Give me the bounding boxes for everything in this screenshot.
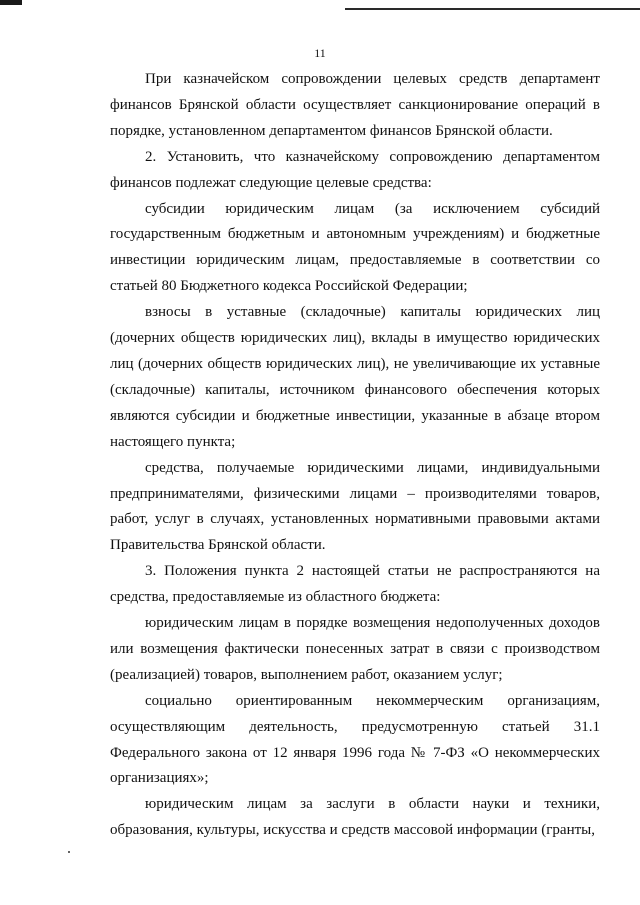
paragraph-funds-received: средства, получаемые юридическими лицами, индивидуальными предпринимателями, физическими лицами – производителями товаров, работ, услуг в случаях, установленных нормативными правовыми актами Правительства Брянской области. xyxy=(110,459,600,554)
paragraph-capital-contributions: взносы в уставные (складочные) капиталы юридических лиц (дочерних обществ юридических лиц), вклады в имущество юридических лиц (дочерних обществ юридических лиц), не увеличивающие их уставные (складочные) капиталы, источником финансового обеспечения которых являются субсидии и бюджетные инвестиции, указанные в абзаце втором настоящего пункта; xyxy=(110,304,600,450)
document-body xyxy=(110,67,600,844)
paragraph-grants: юридическим лицам за заслуги в области науки и техники, образования, культуры, искусства и средств массовой информации (гранты, xyxy=(110,796,600,839)
paragraph-subsidies: субсидии юридическим лицам (за исключением субсидий государственным бюджетным и автономным учреждениям) и бюджетные инвестиции юридическим лицам, предоставляемые в соответствии со статьей 80 Бюджетного кодекса Российской Федерации; xyxy=(110,200,600,295)
paragraph-nonprofits: социально ориентированным некоммерческим организациям, осуществляющим деятельность, предусмотренную статьей 31.1 Федерального закона от 12 января 1996 года № 7-ФЗ «О некоммерческих организациях»; xyxy=(110,692,600,787)
header-rule xyxy=(345,8,640,10)
paragraph-clause-2: 2. Установить, что казначейскому сопровождению департаментом финансов подлежат следующие целевые средства: xyxy=(110,148,600,191)
scan-edge-mark xyxy=(0,0,22,5)
paragraph-clause-3: 3. Положения пункта 2 настоящей статьи не распространяются на средства, предоставляемые из областного бюджета: xyxy=(110,563,600,606)
scan-speck xyxy=(68,851,70,853)
paragraph-treasury-authorization: При казначейском сопровождении целевых средств департамент финансов Брянской области осуществляет санкционирование операций в порядке, установленном департаментом финансов Брянской области. xyxy=(110,71,600,139)
paragraph-compensation: юридическим лицам в порядке возмещения недополученных доходов или возмещения фактически понесенных затрат в связи с производством (реализацией) товаров, выполнением работ, оказанием услуг; xyxy=(110,615,600,683)
page-number: 11 xyxy=(314,46,326,60)
